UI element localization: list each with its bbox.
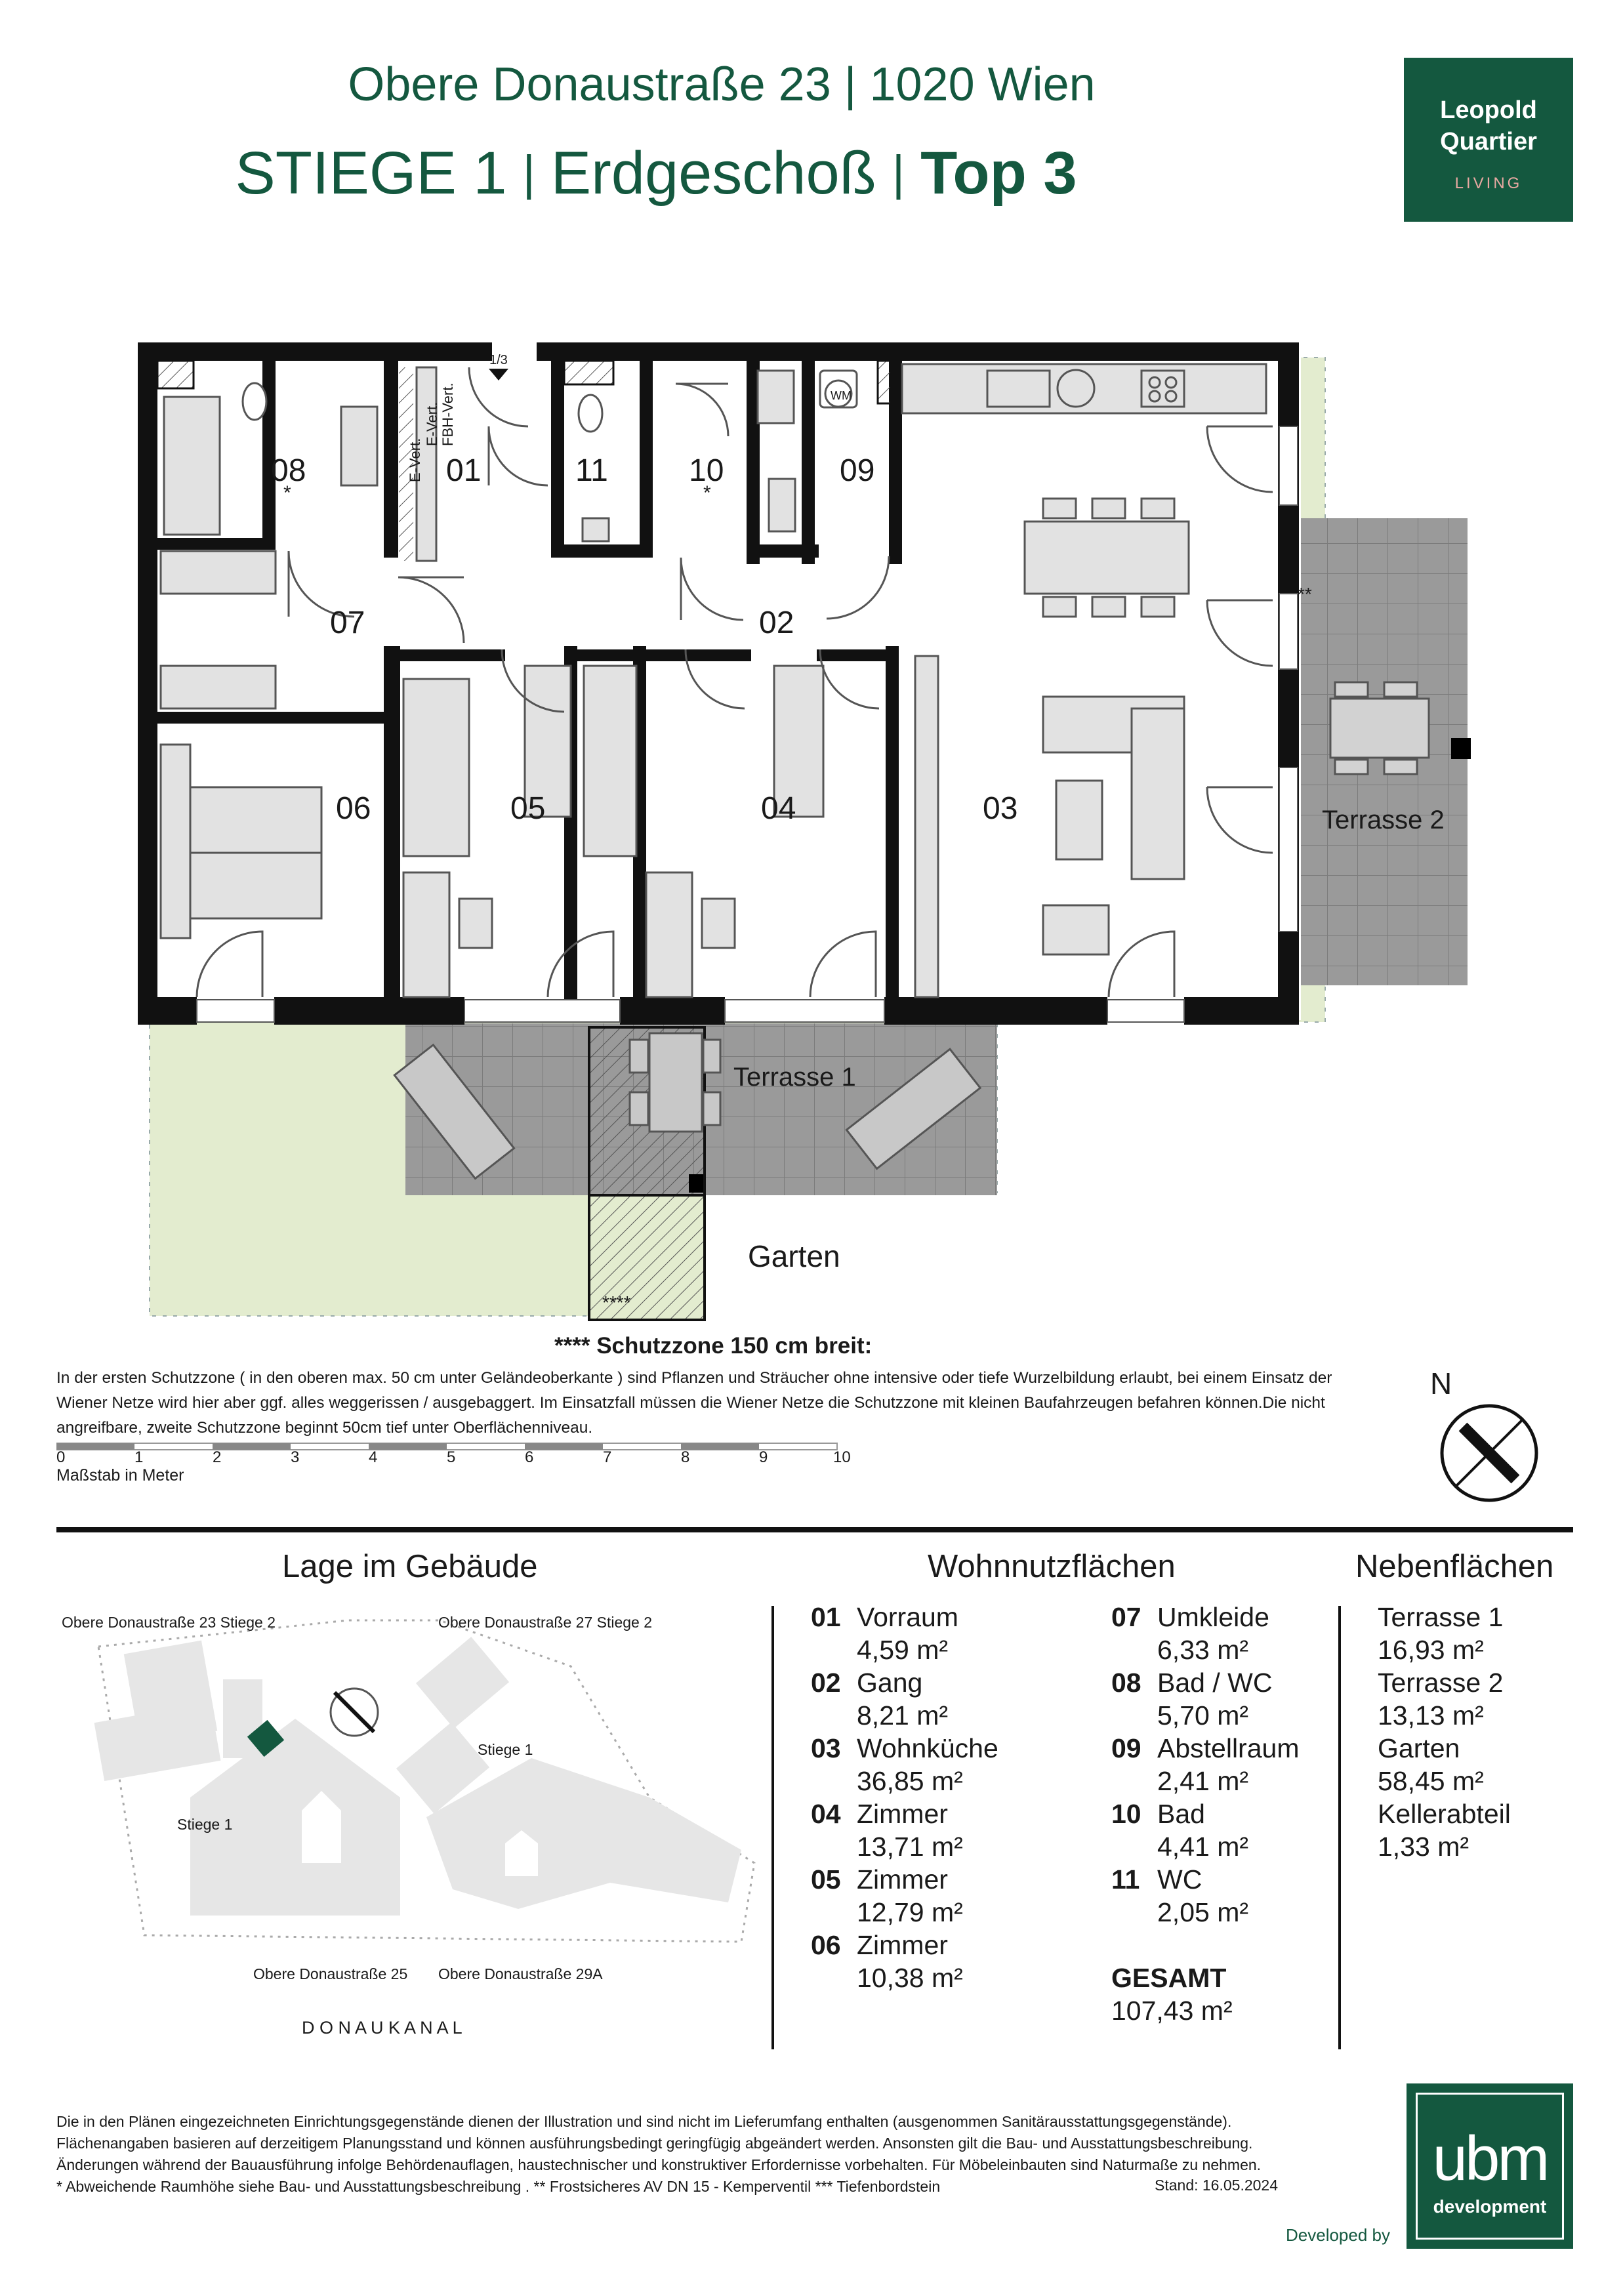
marker-4star: **** xyxy=(602,1292,631,1313)
address-title: Obere Donaustraße 23 | 1020 Wien xyxy=(348,58,1096,111)
site-label-stiege1: Stiege 1 xyxy=(478,1741,533,1758)
site-label-od25: Obere Donaustraße 25 xyxy=(253,1965,408,1982)
neben-item-name: Terrasse 1 xyxy=(1378,1602,1504,1632)
separator: | xyxy=(522,146,535,200)
logo-line1: Leopold xyxy=(1440,96,1537,124)
area-value: 13,71 m² xyxy=(857,1832,963,1862)
scale-tick: 4 xyxy=(369,1448,378,1466)
area-value: 4,41 m² xyxy=(1157,1832,1248,1862)
room-03-label: 03 xyxy=(983,791,1018,826)
neben-list xyxy=(1378,1601,1511,1863)
evert-label: E-Vert. xyxy=(407,438,423,482)
area-list-col2 xyxy=(1111,1601,1299,2027)
neben-item-name: Terrasse 2 xyxy=(1378,1668,1504,1698)
site-label-od29a: Obere Donaustraße 29A xyxy=(438,1965,603,1982)
site-label-od23: Obere Donaustraße 23 Stiege 2 xyxy=(62,1614,276,1631)
terrasse-2-label: Terrasse 2 xyxy=(1322,806,1445,834)
scale-tick: 5 xyxy=(447,1448,456,1466)
site-label-od27: Obere Donaustraße 27 Stiege 2 xyxy=(438,1614,653,1631)
lage-heading: Lage im Gebäude xyxy=(282,1549,538,1584)
schutzzone-heading: **** Schutzzone 150 cm breit: xyxy=(554,1333,873,1359)
garten-label: Garten xyxy=(748,1239,840,1273)
schutzzone-text: In der ersten Schutzzone ( in den oberen max. 50 cm unter Geländeoberkante ) sind Pflanzen und Sträucher ohne intensive oder tiefe Wurzelbildung erlaubt, bei einem Einsatz der Wiener Netze wird hier aber ggf. alles weggerissen / ausgebaggert. Im Einsatzfall müssen die Wiener Netze die Schutzzone mit kleinen Baufahrzeugen befahren können.Die nicht angreifbare, zweite Schutzzone beginnt 50cm tief unter Oberflächenniveau. xyxy=(56,1369,1332,1437)
total-label: GESAMT xyxy=(1111,1963,1227,1993)
neben-item-name: Garten xyxy=(1378,1733,1460,1763)
area-item: 04 Zimmer xyxy=(811,1799,948,1829)
separator: | xyxy=(892,146,905,200)
scale-tick: 3 xyxy=(291,1448,300,1466)
fbh-label: FBH-Vert. xyxy=(440,382,456,446)
neben-item-area: 58,45 m² xyxy=(1378,1766,1484,1796)
stair-label: 1/3 xyxy=(489,353,508,367)
scale-tick: 10 xyxy=(833,1448,851,1466)
area-value: 12,79 m² xyxy=(857,1897,963,1927)
scale-tick: 2 xyxy=(213,1448,222,1466)
area-item: 06 Zimmer xyxy=(811,1930,948,1960)
donaukanal-label: D O N A U K A N A L xyxy=(302,2018,462,2038)
room-09-label: 09 xyxy=(840,453,875,488)
disclaimer-line: Änderungen während der Bauausführung infolge Behördenauflagen, haustechnischer und konstruktiver Erfordernisse vorbehalten. Für Möbeleinbauten sind Naturmaße zu nehmen. xyxy=(56,2156,1262,2173)
neben-item-area: 1,33 m² xyxy=(1378,1832,1469,1862)
developed-by: Developed by xyxy=(1286,2225,1390,2245)
floor-label: Erdgeschoß xyxy=(550,140,876,207)
marker-star: * xyxy=(283,482,291,504)
area-item: 05 Zimmer xyxy=(811,1864,948,1895)
area-item: 08 Bad / WC xyxy=(1111,1668,1273,1698)
scale-caption: Maßstab in Meter xyxy=(56,1466,184,1485)
site-plan xyxy=(59,1601,768,1968)
north-label: N xyxy=(1430,1366,1452,1401)
area-value: 5,70 m² xyxy=(1157,1700,1248,1731)
evert-label-2: E-Vert. xyxy=(424,401,440,446)
area-item: 09 Abstellraum xyxy=(1111,1733,1300,1763)
total-value: 107,43 m² xyxy=(1111,1996,1233,2026)
neben-item-area: 13,13 m² xyxy=(1378,1700,1484,1731)
room-04-label: 04 xyxy=(761,791,796,826)
neben-heading: Nebenflächen xyxy=(1355,1549,1554,1584)
area-item: 11 WC xyxy=(1111,1864,1202,1895)
wm-label: WM xyxy=(831,389,852,402)
site-label-stiege1: Stiege 1 xyxy=(177,1816,233,1833)
scale-tick: 1 xyxy=(134,1448,144,1466)
scale-tick: 6 xyxy=(525,1448,534,1466)
wohnnutz-heading: Wohnnutzflächen xyxy=(928,1549,1176,1584)
area-list-col1 xyxy=(811,1601,998,1994)
ubm-logo-text: ubm xyxy=(1432,2123,1548,2194)
disclaimer-line: Flächenangaben basieren auf derzeitigem Planungsstand und können ausführungsbedingt geringfügig abgeändert werden. Ansonsten gilt die Bau- und Ausstattungsbeschreibung. xyxy=(56,2135,1253,2152)
room-07-label: 07 xyxy=(330,605,365,640)
neben-item-area: 16,93 m² xyxy=(1378,1635,1484,1665)
scale-tick: 9 xyxy=(759,1448,768,1466)
compass-icon xyxy=(1437,1401,1542,1506)
disclaimer xyxy=(56,2111,1316,2198)
area-item: 01 Vorraum xyxy=(811,1602,958,1632)
room-11-label: 11 xyxy=(575,453,608,488)
scale-tick: 7 xyxy=(603,1448,612,1466)
column-divider xyxy=(771,1606,774,2049)
logo-line2: Quartier xyxy=(1440,128,1537,155)
area-value: 2,41 m² xyxy=(1157,1766,1248,1796)
area-value: 4,59 m² xyxy=(857,1635,948,1665)
area-value: 6,33 m² xyxy=(1157,1635,1248,1665)
scale-tick: 8 xyxy=(681,1448,690,1466)
area-item: 10 Bad xyxy=(1111,1799,1205,1829)
top-label: Top 3 xyxy=(920,140,1077,207)
area-item: 02 Gang xyxy=(811,1668,923,1698)
disclaimer-line: * Abweichende Raumhöhe siehe Bau- und Ausstattungsbeschreibung . ** Frostsicheres AV DN 15 - Kemperventil *** Tiefenbordstein xyxy=(56,2178,941,2195)
marker-star: * xyxy=(703,482,711,504)
room-01-label: 01 xyxy=(446,453,482,488)
stand-date: Stand: 16.05.2024 xyxy=(1155,2177,1278,2194)
terrasse-1-label: Terrasse 1 xyxy=(733,1063,856,1092)
area-item: 03 Wohnküche xyxy=(811,1733,998,1763)
disclaimer-line: Die in den Plänen eingezeichneten Einrichtungsgegenstände dienen der Illustration und sind nicht im Lieferumfang enthalten (ausgenommen Sanitärausstattungsgegenstände). xyxy=(56,2113,1232,2130)
room-06-label: 06 xyxy=(336,791,371,826)
area-value: 2,05 m² xyxy=(1157,1897,1248,1927)
room-05-label: 05 xyxy=(510,791,546,826)
section-divider xyxy=(56,1527,1573,1532)
room-02-label: 02 xyxy=(759,605,794,640)
area-item: 07 Umkleide xyxy=(1111,1602,1269,1632)
column-divider xyxy=(1338,1606,1341,2049)
scale-tick: 0 xyxy=(56,1448,66,1466)
area-value: 8,21 m² xyxy=(857,1700,948,1731)
ubm-logo-sub: development xyxy=(1433,2196,1547,2217)
area-value: 36,85 m² xyxy=(857,1766,963,1796)
room-08-label: 08 xyxy=(271,453,306,488)
neben-item-name: Kellerabteil xyxy=(1378,1799,1511,1829)
marker-2star: ** xyxy=(1298,584,1312,604)
logo-line3: LIVING xyxy=(1454,174,1523,192)
stiege-label: STIEGE 1 xyxy=(235,140,507,207)
area-value: 10,38 m² xyxy=(857,1963,963,1993)
ubm-logo xyxy=(1407,2083,1573,2249)
room-10-label: 10 xyxy=(689,453,724,488)
